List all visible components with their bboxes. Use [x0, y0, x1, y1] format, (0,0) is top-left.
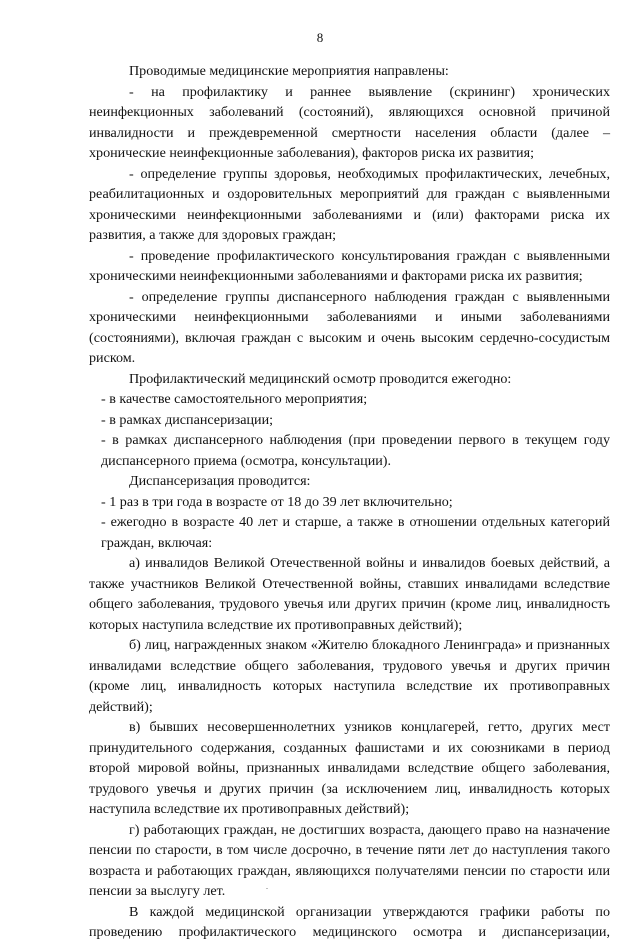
- paragraph-item-consulting: - проведение профилактического консультирования граждан с выявленными хроническими неинфекционными заболеваниями и факторами риска их развития;: [89, 247, 610, 284]
- paragraph-dispensarization-intro: Диспансеризация проводится:: [129, 473, 311, 489]
- paragraph-intro: Проводимые медицинские мероприятия направлены:: [129, 63, 449, 79]
- paragraph-item-prevention: - на профилактику и раннее выявление (скрининг) хронических неинфекционных заболеваний (состояний), являющихся основной причиной инвалидности и преждевременной смертности населения области (далее – хронические неинфекционные заболевания), факторов риска их развития;: [89, 83, 610, 161]
- paragraph-item-dispensary-group: - определение группы диспансерного наблюдения граждан с выявленными хроническими неинфекционными заболеваниями и иными заболеваниями (состояниями), включая граждан с высоким и очень высоким сердечно-сосудистым риском.: [89, 288, 610, 366]
- paragraph-exam-observation: - в рамках диспансерного наблюдения (при проведении первого в текущем году диспансерного приема (осмотра, консультации).: [101, 432, 610, 469]
- paragraph-dispensarization-annual: - ежегодно в возрасте 40 лет и старше, а также в отношении отдельных категорий граждан, включая:: [101, 514, 610, 551]
- paragraph-schedules: В каждой медицинской организации утверждаются графики работы по проведению профилактического медицинского осмотра и диспансеризации,: [89, 903, 610, 940]
- page-number: 8: [316, 30, 324, 45]
- paragraph-exam-dispensarization: - в рамках диспансеризации;: [101, 411, 274, 428]
- paragraph-item-health-group: - определение группы здоровья, необходимых профилактических, лечебных, реабилитационных и оздоровительных мероприятий для граждан с выявленными хроническими неинфекционными заболеваниями и (или) факторами риска их развития, а также для здоровых граждан;: [89, 165, 610, 243]
- paragraph-exam-standalone: - в качестве самостоятельного мероприятия;: [101, 391, 368, 407]
- paragraph-dispensarization-3years: - 1 раз в три года в возрасте от 18 до 39 лет включительно;: [101, 493, 453, 510]
- footer-mark: .: [266, 882, 268, 891]
- paragraph-category-g: г) работающих граждан, не достигших возраста, дающего право на назначение пенсии по старости, в том числе досрочно, в течение пяти лет до наступления такого возраста и работающих граждан, являющихся получателями пенсии по старости или пенсии за выслугу лет.: [89, 821, 610, 899]
- paragraph-category-v: в) бывших несовершеннолетних узников концлагерей, гетто, других мест принудительного содержания, созданных фашистами и их союзниками в период второй мировой войны, признанных инвалидами вследствие общего заболевания, трудового увечья и других причин (за исключением лиц, инвалидность которых наступила вследствие их противоправных действий);: [89, 719, 610, 817]
- document-body: [89, 61, 610, 943]
- paragraph-category-b: б) лиц, награжденных знаком «Жителю блокадного Ленинграда» и признанных инвалидами вследствие общего заболевания, трудового увечья и других причин (кроме лиц, инвалидность которых наступила вследствие их противоправных действий);: [89, 637, 610, 715]
- paragraph-exam-annual: Профилактический медицинский осмотр проводится ежегодно:: [129, 370, 512, 387]
- paragraph-category-a: а) инвалидов Великой Отечественной войны и инвалидов боевых действий, а также участников Великой Отечественной войны, ставших инвалидами вследствие общего заболевания, трудового увечья или других причин (кроме лиц, инвалидность которых наступила вследствие их противоправных действий);: [89, 555, 610, 633]
